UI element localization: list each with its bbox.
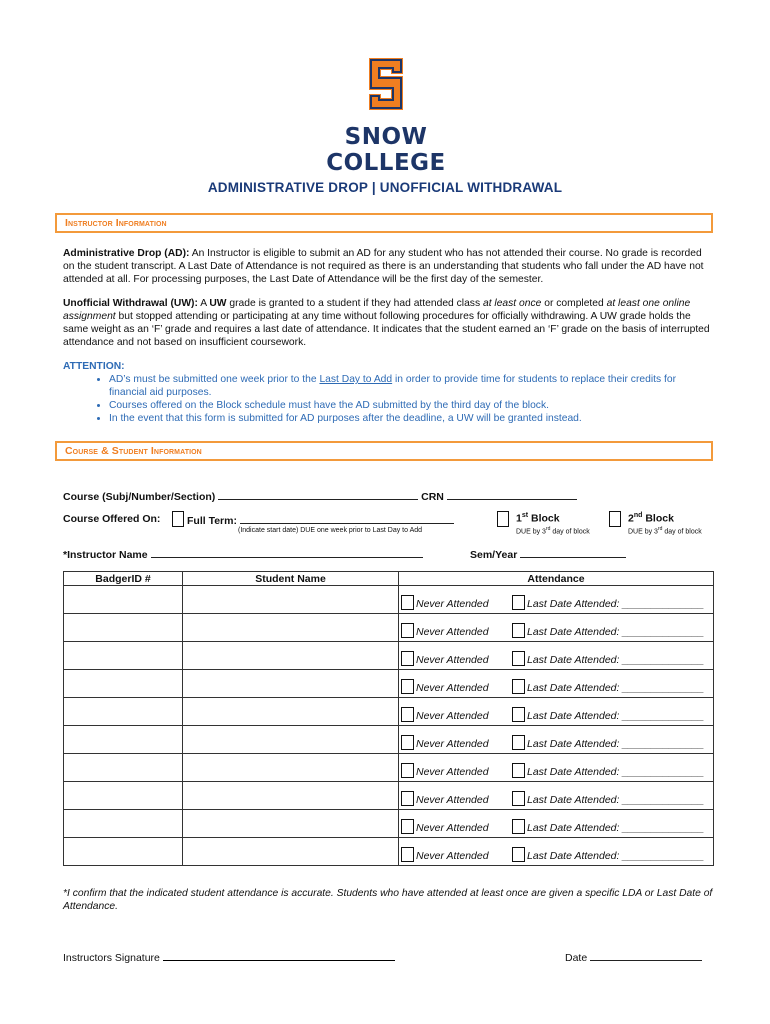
- second-block-label: [628, 512, 674, 525]
- table-row: [64, 642, 714, 670]
- document-title: ADMINISTRATIVE DROP | UNOFFICIAL WITHDRAWAL: [207, 180, 563, 195]
- instructor-name-label: *Instructor Name: [63, 549, 148, 561]
- uw-text: but stopped attending or participating at any time without following procedures for officially withdrawing. A UW grade holds the same weight as an ‘F’ grade and requires a last date of attendance. It indicates that the student earned an ‘F’ grade on the basis of interrupted attendance and not based on insufficient coursework.: [63, 311, 710, 348]
- never-attended-checkbox[interactable]: [401, 651, 414, 666]
- never-attended-checkbox[interactable]: [401, 847, 414, 862]
- signature-field[interactable]: [163, 950, 395, 961]
- attendance-cell: [399, 726, 714, 754]
- administrative-drop-paragraph: [63, 247, 711, 286]
- course-row: [63, 489, 577, 503]
- last-date-attended-label: Last Date Attended: ______________: [527, 822, 705, 834]
- student-name-cell[interactable]: [183, 586, 399, 614]
- last-date-attended-checkbox[interactable]: [512, 679, 525, 694]
- attendance-confirmation: *I confirm that the indicated student attendance is accurate. Students who have attended at least once are given a specific LDA or Last Date of Attendance.: [63, 888, 713, 912]
- badgerid-cell[interactable]: [64, 754, 183, 782]
- block-note-ordinal: rd: [545, 526, 551, 532]
- badgerid-cell[interactable]: [64, 642, 183, 670]
- course-student-information-header: [55, 441, 713, 461]
- student-name-cell[interactable]: [183, 670, 399, 698]
- attention-list: [63, 373, 711, 425]
- block-note: day of block: [550, 528, 590, 536]
- block-number: 1: [516, 512, 522, 525]
- last-date-attended-label: Last Date Attended: ______________: [527, 626, 705, 638]
- section-heading: Course & Student Information: [65, 445, 202, 457]
- table-row: [64, 782, 714, 810]
- ad-text: An Instructor is eligible to submit an AD for any student who has not attended their course. No grade is recorded on the student transcript. A Last Date of Attendance is not required as there is an understanding that students who fall under the AD have not attended at all. For processing purposes, the Last Date of Attendance will be the first day of the semester.: [63, 248, 704, 285]
- section-heading: Instructor Information: [65, 217, 167, 229]
- ad-term: Administrative Drop (AD):: [63, 248, 190, 259]
- never-attended-checkbox[interactable]: [401, 623, 414, 638]
- attention-text: AD’s must be submitted one week prior to the: [109, 374, 320, 385]
- student-name-cell[interactable]: [183, 726, 399, 754]
- attention-block: [63, 360, 711, 425]
- last-date-attended-label: Last Date Attended: ______________: [527, 682, 705, 694]
- badgerid-cell[interactable]: [64, 614, 183, 642]
- block-note: DUE by 3: [628, 528, 658, 536]
- last-date-attended-label: Last Date Attended: ______________: [527, 794, 705, 806]
- first-block-checkbox[interactable]: [497, 511, 509, 527]
- crn-field[interactable]: [447, 489, 577, 500]
- table-row: [64, 698, 714, 726]
- second-block-checkbox[interactable]: [609, 511, 621, 527]
- never-attended-label: Never Attended: [416, 850, 489, 862]
- last-date-attended-checkbox[interactable]: [512, 735, 525, 750]
- badgerid-cell[interactable]: [64, 726, 183, 754]
- badgerid-header: BadgerID #: [64, 572, 183, 586]
- instructor-information-header: [55, 213, 713, 233]
- never-attended-label: Never Attended: [416, 822, 489, 834]
- course-label: Course (Subj/Number/Section): [63, 491, 216, 503]
- block-ordinal: nd: [633, 512, 643, 519]
- student-name-cell[interactable]: [183, 810, 399, 838]
- never-attended-label: Never Attended: [416, 598, 489, 610]
- attention-text: in order to provide time for students to replace their credits for financial aid purposes.: [109, 374, 677, 398]
- attendance-cell: [399, 782, 714, 810]
- last-date-attended-label: Last Date Attended: ______________: [527, 738, 705, 750]
- first-block-label: [516, 512, 560, 525]
- never-attended-label: Never Attended: [416, 738, 489, 750]
- block-number: 2: [628, 512, 634, 525]
- badgerid-cell[interactable]: [64, 810, 183, 838]
- second-block-note: [628, 526, 702, 535]
- attendance-cell: [399, 838, 714, 866]
- never-attended-label: Never Attended: [416, 766, 489, 778]
- attendance-cell: [399, 670, 714, 698]
- attendance-cell: [399, 810, 714, 838]
- last-date-attended-checkbox[interactable]: [512, 847, 525, 862]
- never-attended-checkbox[interactable]: [401, 763, 414, 778]
- block-note-ordinal: rd: [657, 526, 663, 532]
- never-attended-checkbox[interactable]: [401, 595, 414, 610]
- block-label: Block: [642, 512, 674, 525]
- signature-row: [63, 950, 395, 964]
- uw-emphasis: at least once: [482, 298, 542, 309]
- last-date-attended-label: Last Date Attended: ______________: [527, 710, 705, 722]
- never-attended-checkbox[interactable]: [401, 791, 414, 806]
- course-field[interactable]: [218, 489, 418, 500]
- full-term-row: [187, 513, 454, 527]
- last-date-attended-label: Last Date Attended: ______________: [527, 654, 705, 666]
- last-date-attended-checkbox[interactable]: [512, 651, 525, 666]
- student-name-cell[interactable]: [183, 614, 399, 642]
- table-header-row: [64, 572, 714, 586]
- block-note: day of block: [662, 528, 702, 536]
- uw-grade: UW: [209, 298, 227, 309]
- student-attendance-table: [63, 571, 714, 866]
- last-day-to-add-link[interactable]: Last Day to Add: [319, 374, 393, 385]
- table-row: [64, 670, 714, 698]
- student-name-cell[interactable]: [183, 782, 399, 810]
- attention-item: [109, 373, 711, 399]
- never-attended-label: Never Attended: [416, 794, 489, 806]
- last-date-attended-checkbox[interactable]: [512, 707, 525, 722]
- student-name-header: Student Name: [183, 572, 399, 586]
- date-label: Date: [565, 952, 588, 964]
- instructor-name-field[interactable]: [151, 547, 423, 558]
- never-attended-label: Never Attended: [416, 626, 489, 638]
- never-attended-checkbox[interactable]: [401, 735, 414, 750]
- table-row: [64, 726, 714, 754]
- block-note: DUE by 3: [516, 528, 546, 536]
- badgerid-cell[interactable]: [64, 782, 183, 810]
- student-name-cell[interactable]: [183, 838, 399, 866]
- never-attended-checkbox[interactable]: [401, 707, 414, 722]
- table-row: [64, 810, 714, 838]
- badgerid-cell[interactable]: [64, 586, 183, 614]
- attendance-cell: [399, 698, 714, 726]
- table-row: [64, 754, 714, 782]
- uw-text: or completed: [541, 298, 607, 309]
- uw-emphasis: at least one online assignment: [63, 298, 691, 322]
- never-attended-label: Never Attended: [416, 710, 489, 722]
- date-field[interactable]: [590, 950, 702, 961]
- last-date-attended-label: Last Date Attended: ______________: [527, 766, 705, 778]
- unofficial-withdrawal-paragraph: [63, 297, 711, 349]
- college-logo: [291, 58, 481, 176]
- sem-year-row: [470, 547, 626, 561]
- student-name-cell[interactable]: [183, 754, 399, 782]
- attention-item: • Courses offered on the Block schedule must have the AD submitted by the third day of the block.: [109, 399, 711, 412]
- student-name-cell[interactable]: [183, 642, 399, 670]
- full-term-checkbox[interactable]: [172, 511, 184, 527]
- never-attended-label: Never Attended: [416, 654, 489, 666]
- table-row: [64, 614, 714, 642]
- sem-year-field[interactable]: [520, 547, 626, 558]
- attendance-cell: [399, 754, 714, 782]
- table-row: [64, 586, 714, 614]
- uw-text: A: [197, 298, 210, 309]
- sem-year-label: Sem/Year: [470, 549, 518, 561]
- full-term-note: (Indicate start date) DUE one week prior to Last Day to Add: [238, 527, 423, 534]
- attendance-cell: [399, 586, 714, 614]
- last-date-attended-checkbox[interactable]: [512, 595, 525, 610]
- college-wordmark: SNOW COLLEGE: [326, 124, 446, 176]
- badgerid-cell[interactable]: [64, 670, 183, 698]
- attention-title: ATTENTION:: [63, 361, 125, 372]
- attention-item: • In the event that this form is submitted for AD purposes after the deadline, a UW will be granted instead.: [109, 412, 711, 425]
- date-row: [565, 950, 702, 964]
- last-date-attended-checkbox[interactable]: [512, 623, 525, 638]
- uw-term: Unofficial Withdrawal (UW):: [63, 298, 198, 309]
- last-date-attended-checkbox[interactable]: [512, 819, 525, 834]
- last-date-attended-checkbox[interactable]: [512, 791, 525, 806]
- attendance-cell: [399, 642, 714, 670]
- attendance-header: Attendance: [399, 572, 714, 586]
- uw-text: grade is granted to a student if they had attended class: [226, 298, 483, 309]
- last-date-attended-label: Last Date Attended: ______________: [527, 598, 705, 610]
- block-label: Block: [528, 512, 560, 525]
- table-row: [64, 838, 714, 866]
- snow-college-s-logo-icon: [367, 58, 405, 110]
- attendance-cell: [399, 614, 714, 642]
- badgerid-cell[interactable]: [64, 838, 183, 866]
- signature-label: Instructors Signature: [63, 952, 160, 964]
- never-attended-checkbox[interactable]: [401, 679, 414, 694]
- never-attended-checkbox[interactable]: [401, 819, 414, 834]
- last-date-attended-label: Last Date Attended: ______________: [527, 850, 705, 862]
- never-attended-label: Never Attended: [416, 682, 489, 694]
- instructor-name-row: [63, 547, 423, 561]
- full-term-date-field[interactable]: [240, 513, 454, 524]
- crn-label: CRN: [421, 491, 444, 503]
- full-term-label: Full Term:: [187, 515, 237, 527]
- first-block-note: [516, 526, 590, 535]
- badgerid-cell[interactable]: [64, 698, 183, 726]
- last-date-attended-checkbox[interactable]: [512, 763, 525, 778]
- student-name-cell[interactable]: [183, 698, 399, 726]
- block-ordinal: st: [521, 512, 529, 519]
- course-offered-label: Course Offered On:: [63, 513, 161, 525]
